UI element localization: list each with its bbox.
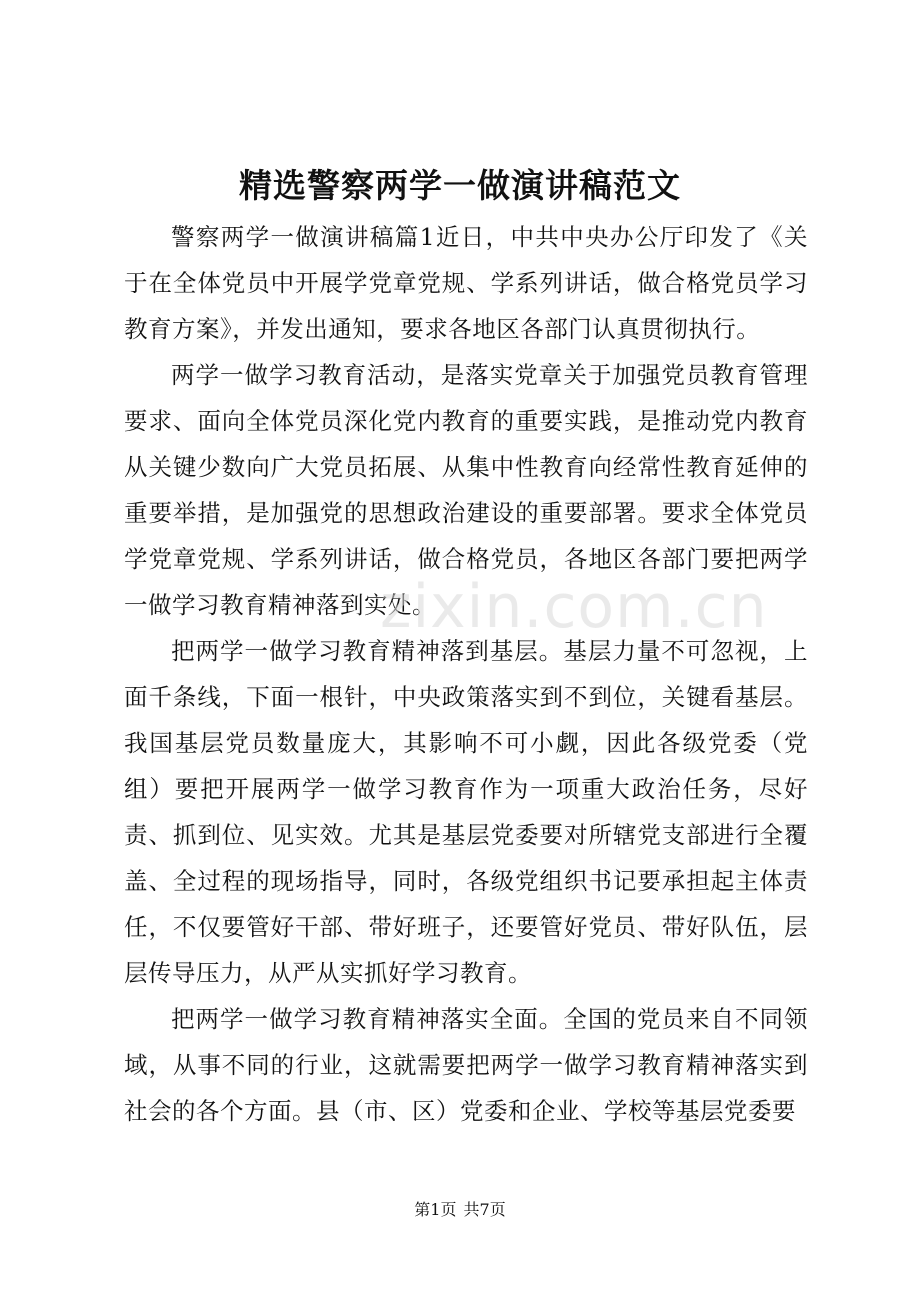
page-footer: 第1页 共7页: [414, 1200, 506, 1219]
watermark: zixin.com.cn: [380, 572, 768, 642]
document-body: [124, 214, 808, 1134]
paragraph-1: 警察两学一做演讲稿篇1近日，中共中央办公厅印发了《关于在全体党员中开展学党章党规、学系列讲话，做合格党员学习教育方案》，并发出通知，要求各地区各部门认真贯彻执行。: [124, 223, 808, 343]
paragraph-3: 把两学一做学习教育精神落到基层。基层力量不可忽视，上面千条线，下面一根针，中央政策落实到不到位，关键看基层。我国基层党员数量庞大，其影响不可小觑，因此各级党委（党组）要把开展两学一做学习教育作为一项重大政治任务，尽好责、抓到位、见实效。尤其是基层党委要对所辖党支部进行全覆盖、全过程的现场指导，同时，各级党组织书记要承担起主体责任，不仅要管好干部、带好班子，还要管好党员、带好队伍，层层传导压力，从严从实抓好学习教育。: [124, 637, 808, 987]
paragraph-4: 把两学一做学习教育精神落实全面。全国的党员来自不同领域，从事不同的行业，这就需要把两学一做学习教育精神落实到社会的各个方面。县（市、区）党委和企业、学校等基层党委要: [124, 1005, 808, 1125]
document-title: 精选警察两学一做演讲稿范文: [239, 166, 681, 205]
paragraph-2: 两学一做学习教育活动，是落实党章关于加强党员教育管理要求、面向全体党员深化党内教育的重要实践，是推动党内教育从关键少数向广大党员拓展、从集中性教育向经常性教育延伸的重要举措，是加强党的思想政治建设的重要部署。要求全体党员学党章党规、学系列讲话，做合格党员，各地区各部门要把两学一做学习教育精神落到实处。: [124, 361, 808, 619]
